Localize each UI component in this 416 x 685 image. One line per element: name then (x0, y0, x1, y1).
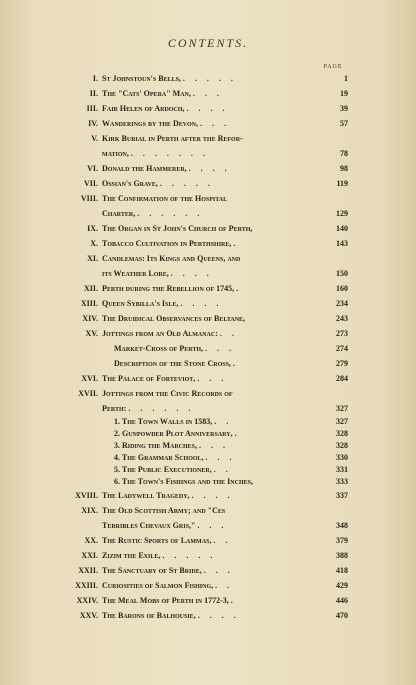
leader-dots: . . . . . . (128, 404, 195, 413)
toc-entry (0, 311, 416, 326)
chapter-number: XXIII. (75, 581, 98, 590)
chapter-title (102, 386, 233, 401)
chapter-title (102, 503, 225, 518)
toc-entry (0, 221, 416, 236)
chapter-title-text: The Druidical Observances of Beltane, (102, 314, 246, 323)
chapter-title (114, 476, 253, 488)
chapter-title (114, 428, 241, 440)
chapter-title-text: 3. Riding the Marches, (114, 441, 198, 450)
chapter-title-text: Curiosities of Salmon Fishing, (102, 581, 214, 590)
leader-dots: . . . (197, 374, 228, 383)
chapter-title (102, 533, 231, 548)
chapter-title (102, 266, 213, 281)
chapter-title (114, 464, 232, 476)
chapter-title (102, 71, 237, 86)
toc-entry (0, 548, 416, 563)
chapter-number: XXIV. (76, 596, 98, 605)
page-number: 57 (340, 119, 348, 128)
leader-dots: . . (215, 581, 234, 590)
chapter-title-text: The Confirmation of the Hospital (102, 194, 228, 203)
chapter-number: VIII. (80, 194, 98, 203)
chapter-title (114, 452, 236, 464)
chapter-number: XXI. (81, 551, 98, 560)
chapter-title (102, 176, 214, 191)
chapter-number: IX. (87, 224, 98, 233)
toc-entry (0, 386, 416, 401)
toc-entry (0, 533, 416, 548)
chapter-title-text: Ossian's Grave, (102, 179, 158, 188)
page-number: 279 (336, 359, 348, 368)
chapter-title-text: The Organ in St John's Church of Perth, (102, 224, 253, 233)
chapter-title-text: 6. The Town's Fishings and the Inches, (114, 477, 253, 486)
page-number: 39 (340, 104, 348, 113)
chapter-title-text: Jottings from an Old Almanac: (102, 329, 218, 338)
chapter-title (102, 296, 222, 311)
leader-dots: . . . . (186, 104, 229, 113)
toc-entry (0, 608, 416, 623)
chapter-title (114, 341, 235, 356)
leader-dots: . . . . . (182, 74, 237, 83)
leader-dots: . (234, 429, 241, 438)
page-number: 78 (340, 149, 348, 158)
chapter-title (102, 548, 216, 563)
page-number: 273 (336, 329, 348, 338)
leader-dots: . . (213, 465, 232, 474)
chapter-title (102, 236, 239, 251)
chapter-number: V. (91, 134, 98, 143)
page-number: 470 (336, 611, 348, 620)
chapter-number: III. (86, 104, 98, 113)
toc-entry (0, 191, 416, 206)
chapter-title (102, 518, 227, 533)
page-number: 284 (336, 374, 348, 383)
chapter-title-text: Kirk Burial in Perth after the Refor- (102, 134, 243, 143)
leader-dots: . (230, 596, 237, 605)
toc-entry (0, 206, 416, 221)
chapter-title-text: The Sanctuary of St Bride, (102, 566, 202, 575)
leader-dots: . . . . (188, 164, 231, 173)
chapter-title-text: 5. The Public Executioner, (114, 465, 212, 474)
chapter-title-text: Tobacco Cultivation in Perthshire, (102, 239, 232, 248)
chapter-title (102, 311, 245, 326)
chapter-title (102, 131, 243, 146)
chapter-number: XV. (85, 329, 98, 338)
toc-entry (0, 401, 416, 416)
toc-entry (0, 593, 416, 608)
chapter-number: VI. (87, 164, 98, 173)
page-number: 333 (336, 477, 348, 486)
chapter-number: XVI. (81, 374, 98, 383)
chapter-title (102, 146, 209, 161)
toc-entry (0, 371, 416, 386)
chapter-title-text: Donald the Hammerer, (102, 164, 187, 173)
page-number: 234 (336, 299, 348, 308)
page-number: 150 (336, 269, 348, 278)
chapter-title (102, 401, 194, 416)
page-number: 129 (336, 209, 348, 218)
chapter-number: XI. (87, 254, 98, 263)
page-column-header: PAGE (323, 64, 343, 70)
chapter-title (102, 191, 227, 206)
chapter-title (114, 356, 239, 371)
chapter-title (102, 116, 230, 131)
leader-dots: . . . . . (159, 179, 214, 188)
leader-dots: . . . . . . . (130, 149, 209, 158)
chapter-title-text: Zizim the Exile, (102, 551, 161, 560)
chapter-title (102, 578, 233, 593)
chapter-title-text: The Old Scottish Army; and "Ces (102, 506, 226, 515)
chapter-title-text: Wanderings by the Devon, (102, 119, 199, 128)
chapter-number: XVIII. (75, 491, 98, 500)
toc-entry (0, 488, 416, 503)
chapter-title-text: Terribles Chevaux Gris," (102, 521, 196, 530)
chapter-number: XIII. (80, 299, 98, 308)
leader-dots: . . . (205, 453, 236, 462)
chapter-number: XXV. (79, 611, 98, 620)
chapter-title-text: mation, (102, 149, 129, 158)
leader-dots: . . (214, 417, 233, 426)
toc-entry (0, 101, 416, 116)
page-number: 143 (336, 239, 348, 248)
toc-entry (0, 71, 416, 86)
page-number: 274 (336, 344, 348, 353)
toc-entry (0, 146, 416, 161)
toc-entry (0, 518, 416, 533)
leader-dots: . . . (197, 521, 228, 530)
chapter-number: XVII. (78, 389, 98, 398)
leader-dots: . . (219, 329, 238, 338)
chapter-title (102, 206, 203, 221)
table-of-contents (0, 71, 416, 623)
chapter-number: I. (92, 74, 98, 83)
leader-dots: . . . (192, 89, 223, 98)
toc-entry (0, 563, 416, 578)
toc-entry (0, 236, 416, 251)
chapter-title (102, 488, 234, 503)
chapter-number: XX. (84, 536, 98, 545)
chapter-title (102, 281, 242, 296)
chapter-title (114, 416, 232, 428)
page-number: 327 (336, 404, 348, 413)
chapter-title-text: The Barons of Balhousie, (102, 611, 196, 620)
chapter-number: XIX. (81, 506, 98, 515)
leader-dots: . . . . (191, 491, 234, 500)
page-number: 330 (336, 453, 348, 462)
chapter-title (102, 563, 234, 578)
chapter-title-text: Description of the Stone Cross, (114, 359, 231, 368)
leader-dots: . . (213, 536, 232, 545)
chapter-title-text: The Rustic Sports of Lammas, (102, 536, 212, 545)
leader-dots: . . . (199, 441, 230, 450)
chapter-title (102, 326, 238, 341)
chapter-title-text: 1. The Town Walls in 1583, (114, 417, 213, 426)
page-number: 429 (336, 581, 348, 590)
leader-dots: . . . . (180, 299, 223, 308)
toc-entry (0, 86, 416, 101)
chapter-title-text: The Meal Mobs of Perth in 1772-3, (102, 596, 229, 605)
chapter-title (102, 593, 237, 608)
leader-dots: . . . (203, 566, 234, 575)
toc-entry (0, 176, 416, 191)
chapter-title (102, 101, 228, 116)
page-number: 328 (336, 429, 348, 438)
chapter-title-text: The Palace of Forteviot, (102, 374, 196, 383)
chapter-number: XXII. (78, 566, 98, 575)
page-number: 418 (336, 566, 348, 575)
page-number: 328 (336, 441, 348, 450)
page-number: 331 (336, 465, 348, 474)
chapter-title-text: Perth: (102, 404, 127, 413)
toc-subentry (0, 428, 416, 440)
toc-entry (0, 116, 416, 131)
chapter-title-text: Queen Sybilla's Isle, (102, 299, 179, 308)
toc-entry (0, 266, 416, 281)
chapter-title-text: Fair Helen of Ardoch, (102, 104, 185, 113)
page-number: 348 (336, 521, 348, 530)
leader-dots: . . . . (170, 269, 213, 278)
chapter-title-text: Market-Cross of Perth, (114, 344, 204, 353)
leader-dots: . (232, 359, 239, 368)
page-number: 446 (336, 596, 348, 605)
toc-entry (0, 281, 416, 296)
toc-entry (0, 578, 416, 593)
page-number: 1 (344, 74, 348, 83)
toc-entry (0, 131, 416, 146)
toc-entry (0, 326, 416, 341)
toc-entry (0, 503, 416, 518)
toc-subentry (0, 440, 416, 452)
page-number: 98 (340, 164, 348, 173)
chapter-number: II. (89, 89, 98, 98)
leader-dots: . (236, 284, 243, 293)
chapter-title-text: 4. The Grammar School, (114, 453, 204, 462)
chapter-title (102, 161, 231, 176)
chapter-title-text: The "Cats' Opera" Man, (102, 89, 191, 98)
chapter-number: VII. (83, 179, 98, 188)
leader-dots: . . . . (197, 611, 240, 620)
leader-dots: . . . . . . (137, 209, 204, 218)
chapter-title (102, 251, 240, 266)
chapter-title (102, 86, 223, 101)
chapter-number: XII. (83, 284, 98, 293)
page-number: 337 (336, 491, 348, 500)
chapter-title (102, 221, 252, 236)
leader-dots: . (233, 239, 240, 248)
toc-entry (0, 356, 416, 371)
leader-dots: . . . (200, 119, 231, 128)
chapter-number: X. (90, 239, 98, 248)
page-number: 379 (336, 536, 348, 545)
chapter-number: IV. (88, 119, 98, 128)
page-number: 160 (336, 284, 348, 293)
chapter-title-text: Candlemas: Its Kings and Queens, and (102, 254, 241, 263)
chapter-title-text: 2. Gunpowder Plot Anniversary, (114, 429, 233, 438)
chapter-title-text: St Johnstoun's Bells, (102, 74, 181, 83)
toc-entry (0, 161, 416, 176)
toc-subentry (0, 452, 416, 464)
toc-entry (0, 296, 416, 311)
page-number: 388 (336, 551, 348, 560)
page-number: 243 (336, 314, 348, 323)
chapter-title-text: Charter, (102, 209, 136, 218)
chapter-title (114, 440, 229, 452)
leader-dots: . . . . . (162, 551, 217, 560)
chapter-number: XIV. (82, 314, 98, 323)
leader-dots: . . . (205, 344, 236, 353)
page-number: 119 (336, 179, 348, 188)
chapter-title-text: Perth during the Rebellion of 1745, (102, 284, 235, 293)
page-number: 19 (340, 89, 348, 98)
toc-entry (0, 251, 416, 266)
toc-subentry (0, 476, 416, 488)
chapter-title-text: The Ladywell Tragedy, (102, 491, 190, 500)
chapter-title-text: its Weather Lore, (102, 269, 169, 278)
toc-subentry (0, 464, 416, 476)
chapter-title (102, 371, 227, 386)
chapter-title-text: Jottings from the Civic Records of (102, 389, 233, 398)
toc-subentry (0, 416, 416, 428)
chapter-title (102, 608, 240, 623)
toc-entry (0, 341, 416, 356)
page-number: 327 (336, 417, 348, 426)
page-number: 140 (336, 224, 348, 233)
page-title: CONTENTS. (167, 36, 249, 50)
